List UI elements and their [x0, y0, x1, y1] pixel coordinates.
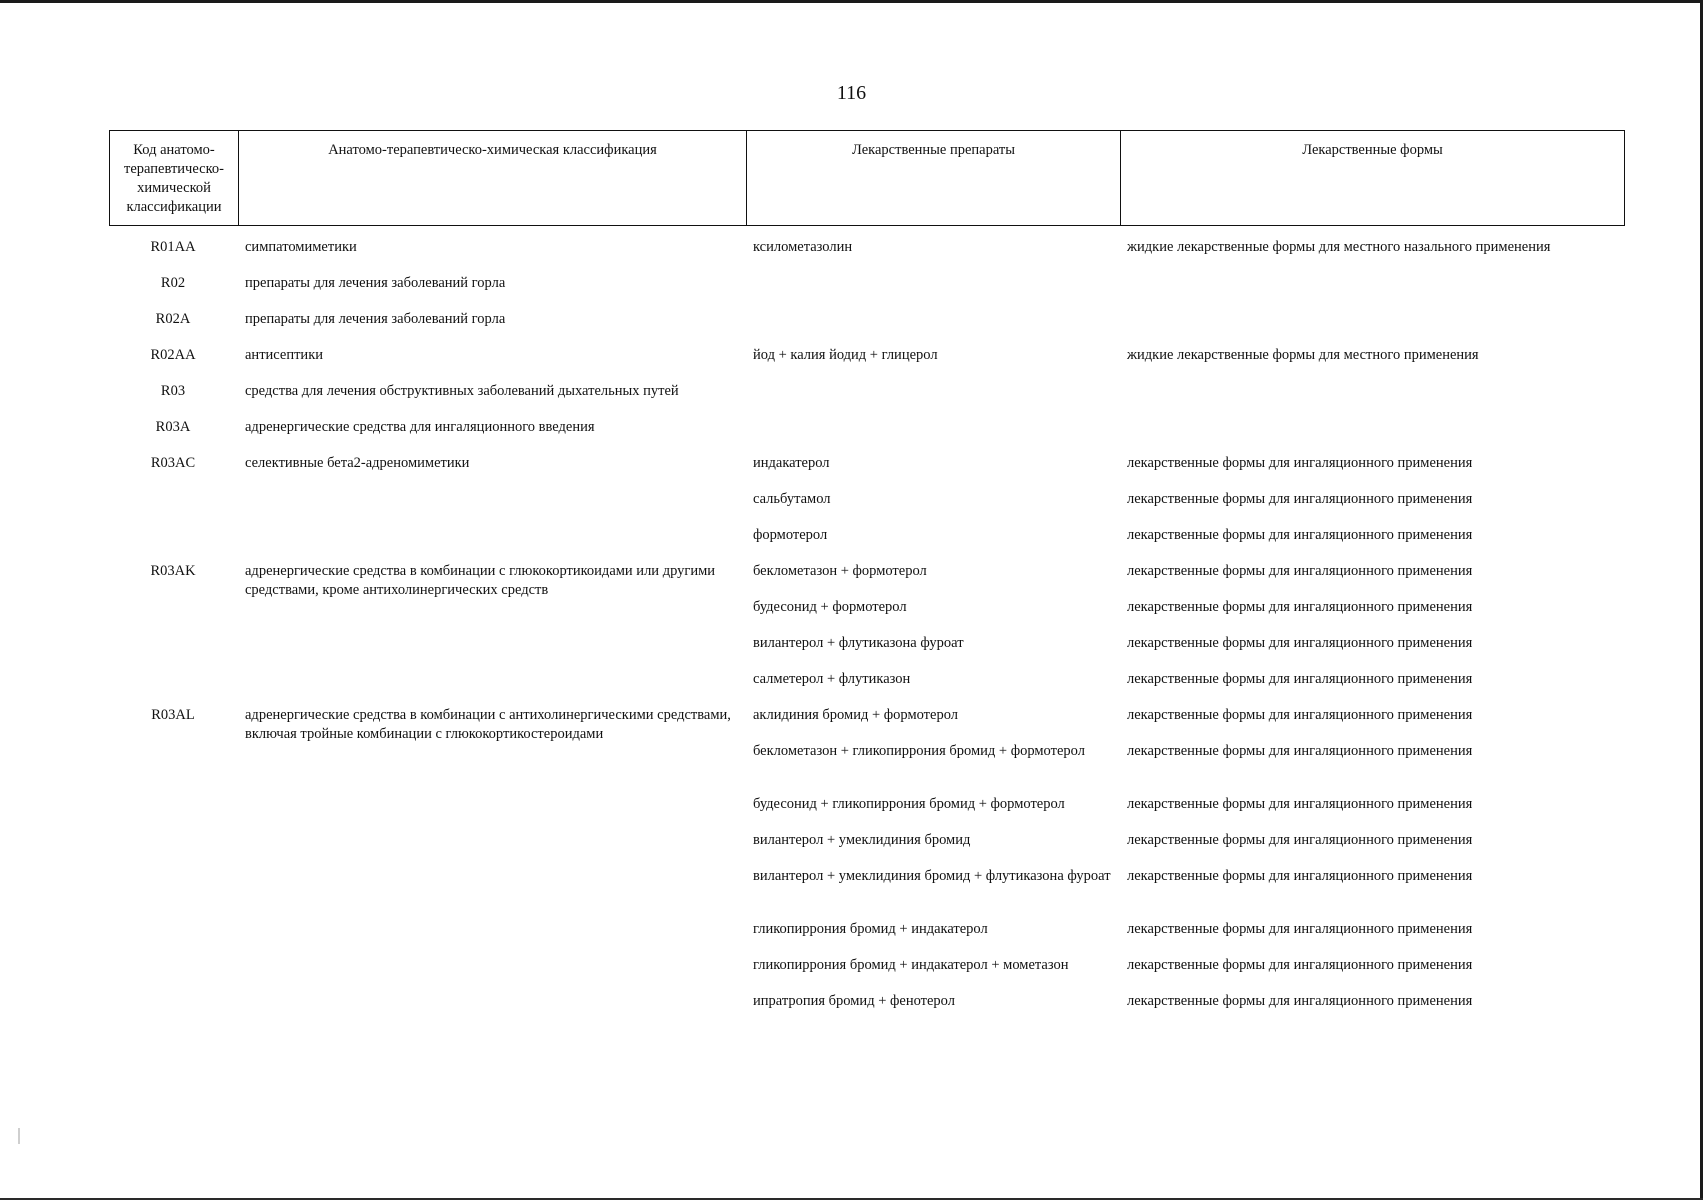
table-row — [109, 410, 1625, 446]
row-form: лекарственные формы для ингаляционного применения — [1127, 707, 1473, 723]
row-classification — [237, 518, 745, 554]
table-body — [109, 230, 1625, 1020]
row-classification: препараты для лечения заболеваний горла — [245, 275, 506, 291]
row-drug: индакатерол — [753, 455, 830, 471]
row-form: лекарственные формы для ингаляционного применения — [1127, 796, 1473, 812]
row-form — [1119, 302, 1625, 338]
row-code: R03AL — [151, 707, 195, 723]
row-drug: беклометазон + гликопиррония бромид + формотерол — [753, 743, 1085, 759]
row-classification: адренергические средства в комбинации с антихолинергическими средствами, включая тройные комбинации с глюкокортикостероидами — [245, 707, 731, 742]
row-code: R03AC — [150, 455, 196, 471]
row-form — [1119, 266, 1625, 302]
row-form: лекарственные формы для ингаляционного применения — [1127, 599, 1473, 615]
row-code: R02AA — [150, 347, 196, 363]
row-classification: антисептики — [245, 347, 324, 363]
row-form — [1119, 374, 1625, 410]
row-form: лекарственные формы для ингаляционного применения — [1127, 921, 1473, 937]
header-classification: Анатомо-терапевтическо-химическая классификация — [238, 131, 746, 225]
row-drug — [745, 302, 1119, 338]
table-row — [109, 912, 1625, 948]
row-drug: вилантерол + умеклидиния бромид — [753, 832, 971, 848]
row-code — [109, 482, 237, 518]
row-drug: будесонид + гликопиррония бромид + формотерол — [753, 796, 1065, 812]
scan-edge-top — [0, 0, 1703, 3]
row-form: лекарственные формы для ингаляционного применения — [1127, 563, 1473, 579]
table-row — [109, 482, 1625, 518]
row-classification: средства для лечения обструктивных заболеваний дыхательных путей — [245, 383, 679, 399]
header-forms: Лекарственные формы — [1120, 131, 1624, 225]
row-code — [109, 626, 237, 662]
row-drug — [745, 266, 1119, 302]
row-form: жидкие лекарственные формы для местного применения — [1127, 347, 1479, 363]
row-classification: адренергические средства для ингаляционного введения — [245, 419, 595, 435]
row-code — [109, 590, 237, 626]
row-drug: аклидиния бромид + формотерол — [753, 707, 958, 723]
header-drugs: Лекарственные препараты — [746, 131, 1120, 225]
row-drug: сальбутамол — [753, 491, 831, 507]
row-drug: салметерол + флутиказон — [753, 671, 911, 687]
row-code — [109, 823, 237, 859]
table-row — [109, 590, 1625, 626]
row-drug: формотерол — [753, 527, 828, 543]
row-drug: ипратропия бромид + фенотерол — [753, 993, 955, 1009]
row-code — [109, 662, 237, 698]
row-classification — [237, 787, 745, 823]
row-drug — [745, 374, 1119, 410]
table-row — [109, 859, 1625, 912]
table-row — [109, 984, 1625, 1020]
table-row — [109, 734, 1625, 787]
table-row — [109, 374, 1625, 410]
row-classification: селективные бета2-адреномиметики — [245, 455, 470, 471]
row-classification: симпатомиметики — [245, 239, 357, 255]
row-form: лекарственные формы для ингаляционного применения — [1127, 868, 1473, 884]
row-form: лекарственные формы для ингаляционного применения — [1127, 993, 1473, 1009]
row-code: R03A — [155, 419, 191, 435]
row-form: лекарственные формы для ингаляционного применения — [1127, 491, 1473, 507]
row-classification — [237, 912, 745, 948]
row-classification — [237, 984, 745, 1020]
table-row — [109, 662, 1625, 698]
table-row — [109, 948, 1625, 984]
scan-mark — [18, 1128, 20, 1144]
row-code — [109, 518, 237, 554]
row-drug: беклометазон + формотерол — [753, 563, 927, 579]
row-code — [109, 912, 237, 948]
row-classification — [237, 948, 745, 984]
row-form: лекарственные формы для ингаляционного применения — [1127, 527, 1473, 543]
row-classification: препараты для лечения заболеваний горла — [245, 311, 506, 327]
row-drug: вилантерол + умеклидиния бромид + флутиказона фуроат — [753, 868, 1111, 884]
row-drug: ксилометазолин — [753, 239, 853, 255]
row-classification — [237, 590, 745, 626]
table-row — [109, 338, 1625, 374]
row-code — [109, 859, 237, 912]
table-row — [109, 698, 1625, 742]
row-drug: йод + калия йодид + глицерол — [753, 347, 938, 363]
row-code — [109, 948, 237, 984]
row-classification — [237, 734, 745, 787]
row-code — [109, 734, 237, 787]
row-classification — [237, 482, 745, 518]
row-code: R02 — [160, 275, 186, 291]
row-classification: адренергические средства в комбинации с глюкокортикоидами или другими средствами, кроме антихолинергических средств — [245, 563, 716, 598]
row-classification — [237, 626, 745, 662]
table-row — [109, 823, 1625, 859]
table-row — [109, 266, 1625, 302]
table-row — [109, 787, 1625, 823]
row-form — [1119, 410, 1625, 446]
row-form: лекарственные формы для ингаляционного применения — [1127, 455, 1473, 471]
row-form: лекарственные формы для ингаляционного применения — [1127, 743, 1473, 759]
row-code: R02A — [155, 311, 191, 327]
table-row — [109, 626, 1625, 662]
row-classification — [237, 662, 745, 698]
row-form: лекарственные формы для ингаляционного применения — [1127, 832, 1473, 848]
table-row — [109, 302, 1625, 338]
row-drug: вилантерол + флутиказона фуроат — [753, 635, 964, 651]
row-form: жидкие лекарственные формы для местного назального применения — [1127, 239, 1551, 255]
row-form: лекарственные формы для ингаляционного применения — [1127, 635, 1473, 651]
row-form: лекарственные формы для ингаляционного применения — [1127, 671, 1473, 687]
row-drug: гликопиррония бромид + индакатерол — [753, 921, 988, 937]
header-code: Код анатомо-терапевтическо-химической классификации — [124, 142, 224, 215]
table-row — [109, 518, 1625, 554]
row-code — [109, 984, 237, 1020]
row-drug: гликопиррония бромид + индакатерол + мометазон — [753, 957, 1069, 973]
row-drug: будесонид + формотерол — [753, 599, 907, 615]
row-drug — [745, 410, 1119, 446]
table-row — [109, 554, 1625, 598]
row-classification — [237, 859, 745, 912]
row-form: лекарственные формы для ингаляционного применения — [1127, 957, 1473, 973]
row-code: R03 — [160, 383, 186, 399]
row-code: R03AK — [150, 563, 196, 579]
row-code: R01AA — [150, 239, 196, 255]
row-classification — [237, 823, 745, 859]
row-code — [109, 787, 237, 823]
table-row — [109, 446, 1625, 482]
table-header — [109, 130, 1625, 226]
table-row — [109, 230, 1625, 266]
page-number: 116 — [836, 82, 867, 104]
